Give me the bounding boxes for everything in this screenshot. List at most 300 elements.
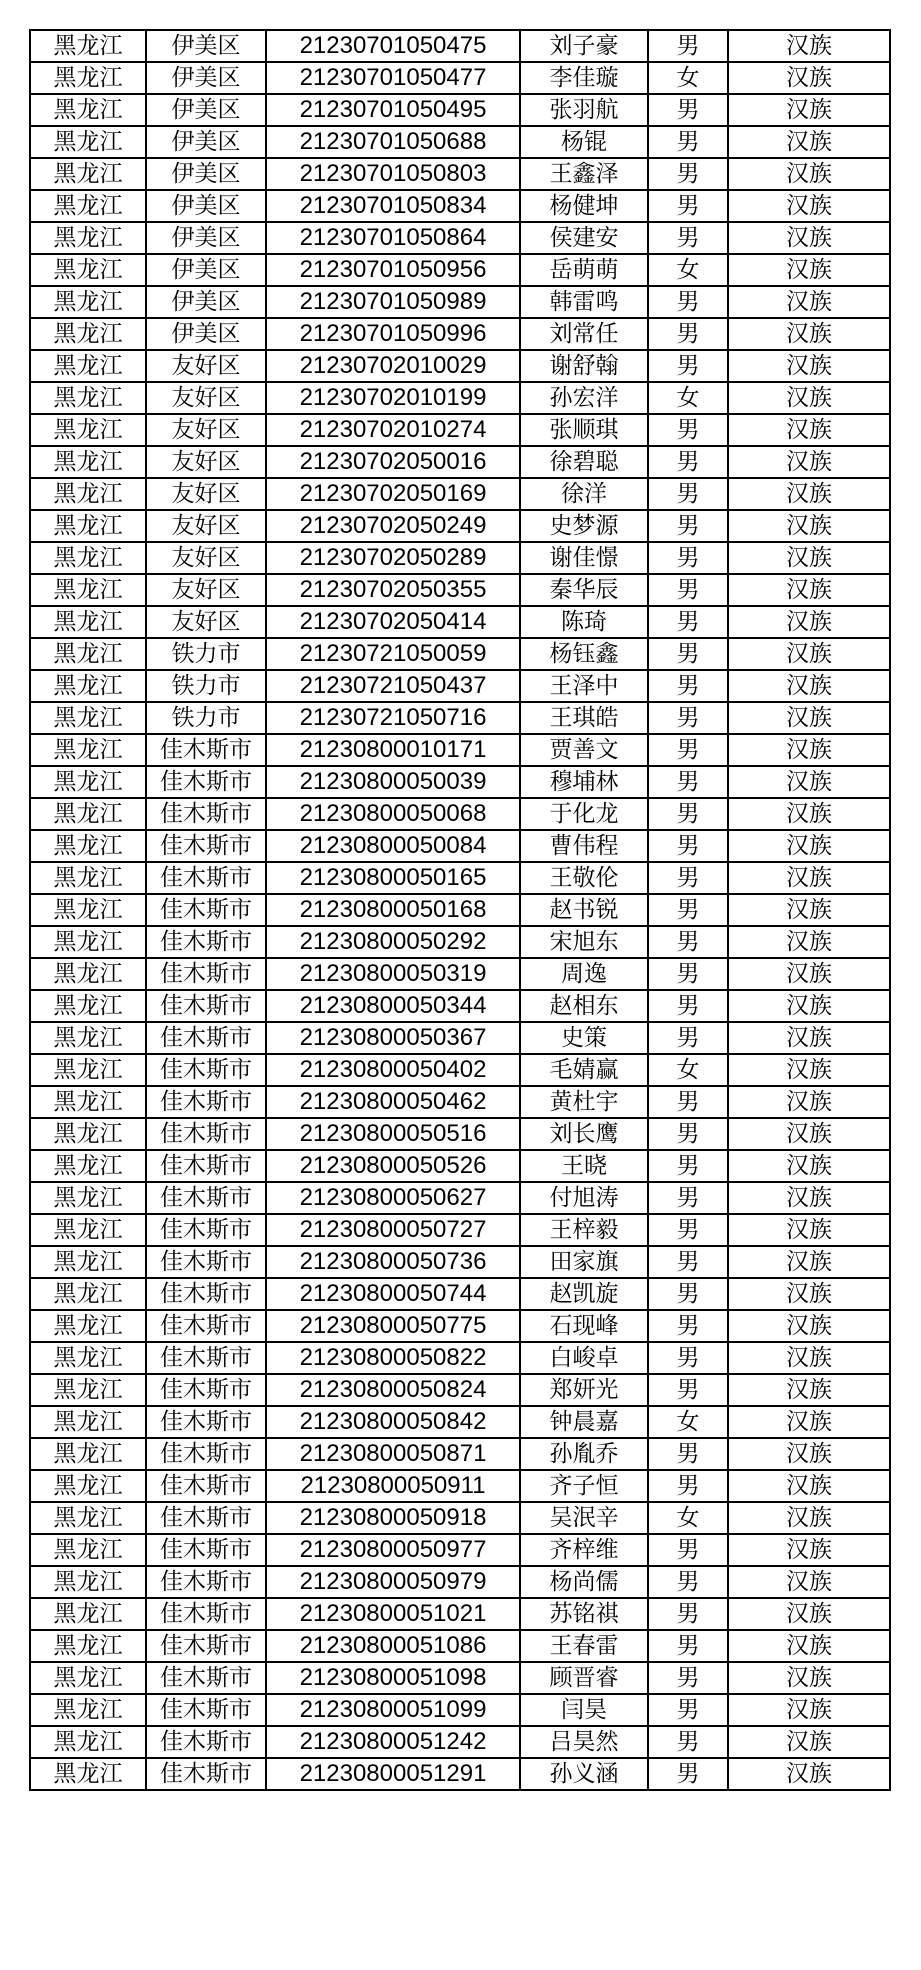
exam-id-cell: 21230721050716: [266, 702, 520, 734]
gender-cell: 男: [648, 158, 728, 190]
province-cell: 黑龙江: [30, 62, 146, 94]
province-cell: 黑龙江: [30, 1374, 146, 1406]
ethnicity-cell: 汉族: [728, 414, 890, 446]
exam-id-cell: 21230701050864: [266, 222, 520, 254]
name-cell: 谢佳憬: [520, 542, 648, 574]
table-row: [30, 574, 890, 606]
gender-cell: 男: [648, 1278, 728, 1310]
table-row: [30, 1246, 890, 1278]
table-row: [30, 1118, 890, 1150]
table-row: [30, 1566, 890, 1598]
province-cell: 黑龙江: [30, 286, 146, 318]
table-row: [30, 1406, 890, 1438]
ethnicity-cell: 汉族: [728, 158, 890, 190]
exam-id-cell: 21230800050824: [266, 1374, 520, 1406]
gender-cell: 男: [648, 606, 728, 638]
gender-cell: 男: [648, 670, 728, 702]
ethnicity-cell: 汉族: [728, 286, 890, 318]
name-cell: 孙宏洋: [520, 382, 648, 414]
name-cell: 付旭涛: [520, 1182, 648, 1214]
province-cell: 黑龙江: [30, 638, 146, 670]
table-row: [30, 990, 890, 1022]
district-cell: 佳木斯市: [146, 1630, 266, 1662]
exam-id-cell: 21230702050289: [266, 542, 520, 574]
name-cell: 白峻卓: [520, 1342, 648, 1374]
name-cell: 韩雷鸣: [520, 286, 648, 318]
province-cell: 黑龙江: [30, 190, 146, 222]
table-row: [30, 606, 890, 638]
table-row: [30, 734, 890, 766]
gender-cell: 男: [648, 94, 728, 126]
exam-id-cell: 21230800050367: [266, 1022, 520, 1054]
district-cell: 佳木斯市: [146, 1406, 266, 1438]
province-cell: 黑龙江: [30, 574, 146, 606]
name-cell: 杨尚儒: [520, 1566, 648, 1598]
ethnicity-cell: 汉族: [728, 94, 890, 126]
gender-cell: 男: [648, 1758, 728, 1790]
gender-cell: 男: [648, 1214, 728, 1246]
exam-id-cell: 21230701050996: [266, 318, 520, 350]
district-cell: 佳木斯市: [146, 1758, 266, 1790]
exam-id-cell: 21230701050834: [266, 190, 520, 222]
province-cell: 黑龙江: [30, 926, 146, 958]
gender-cell: 男: [648, 126, 728, 158]
name-cell: 杨钰鑫: [520, 638, 648, 670]
table-row: [30, 1278, 890, 1310]
gender-cell: 男: [648, 1150, 728, 1182]
province-cell: 黑龙江: [30, 1662, 146, 1694]
ethnicity-cell: 汉族: [728, 382, 890, 414]
ethnicity-cell: 汉族: [728, 1118, 890, 1150]
province-cell: 黑龙江: [30, 1470, 146, 1502]
ethnicity-cell: 汉族: [728, 958, 890, 990]
name-cell: 杨健坤: [520, 190, 648, 222]
exam-id-cell: 21230701050989: [266, 286, 520, 318]
exam-id-cell: 21230800051242: [266, 1726, 520, 1758]
district-cell: 佳木斯市: [146, 990, 266, 1022]
name-cell: 毛婧赢: [520, 1054, 648, 1086]
district-cell: 佳木斯市: [146, 1566, 266, 1598]
district-cell: 佳木斯市: [146, 958, 266, 990]
name-cell: 王泽中: [520, 670, 648, 702]
exam-id-cell: 21230800050727: [266, 1214, 520, 1246]
name-cell: 刘常任: [520, 318, 648, 350]
gender-cell: 女: [648, 382, 728, 414]
name-cell: 宋旭东: [520, 926, 648, 958]
table-row: [30, 702, 890, 734]
name-cell: 穆埔林: [520, 766, 648, 798]
exam-id-cell: 21230800050627: [266, 1182, 520, 1214]
ethnicity-cell: 汉族: [728, 766, 890, 798]
district-cell: 佳木斯市: [146, 1662, 266, 1694]
gender-cell: 女: [648, 254, 728, 286]
district-cell: 佳木斯市: [146, 734, 266, 766]
name-cell: 陈琦: [520, 606, 648, 638]
name-cell: 张羽航: [520, 94, 648, 126]
gender-cell: 男: [648, 1118, 728, 1150]
name-cell: 顾晋睿: [520, 1662, 648, 1694]
table-row: [30, 286, 890, 318]
province-cell: 黑龙江: [30, 1214, 146, 1246]
gender-cell: 男: [648, 1342, 728, 1374]
ethnicity-cell: 汉族: [728, 62, 890, 94]
province-cell: 黑龙江: [30, 958, 146, 990]
name-cell: 王晓: [520, 1150, 648, 1182]
gender-cell: 男: [648, 1566, 728, 1598]
ethnicity-cell: 汉族: [728, 318, 890, 350]
province-cell: 黑龙江: [30, 1054, 146, 1086]
gender-cell: 女: [648, 1502, 728, 1534]
district-cell: 佳木斯市: [146, 1374, 266, 1406]
name-cell: 刘长鹰: [520, 1118, 648, 1150]
ethnicity-cell: 汉族: [728, 350, 890, 382]
name-cell: 吕昊然: [520, 1726, 648, 1758]
district-cell: 伊美区: [146, 318, 266, 350]
district-cell: 佳木斯市: [146, 1150, 266, 1182]
table-row: [30, 62, 890, 94]
district-cell: 佳木斯市: [146, 830, 266, 862]
name-cell: 王鑫泽: [520, 158, 648, 190]
table-row: [30, 190, 890, 222]
gender-cell: 男: [648, 894, 728, 926]
ethnicity-cell: 汉族: [728, 1502, 890, 1534]
ethnicity-cell: 汉族: [728, 30, 890, 62]
exam-id-cell: 21230702050249: [266, 510, 520, 542]
district-cell: 佳木斯市: [146, 1502, 266, 1534]
gender-cell: 男: [648, 1470, 728, 1502]
province-cell: 黑龙江: [30, 894, 146, 926]
table-row: [30, 894, 890, 926]
gender-cell: 男: [648, 1694, 728, 1726]
ethnicity-cell: 汉族: [728, 542, 890, 574]
province-cell: 黑龙江: [30, 1758, 146, 1790]
province-cell: 黑龙江: [30, 1438, 146, 1470]
name-cell: 苏铭祺: [520, 1598, 648, 1630]
district-cell: 友好区: [146, 606, 266, 638]
name-cell: 谢舒翰: [520, 350, 648, 382]
gender-cell: 男: [648, 766, 728, 798]
ethnicity-cell: 汉族: [728, 926, 890, 958]
ethnicity-cell: 汉族: [728, 862, 890, 894]
ethnicity-cell: 汉族: [728, 1470, 890, 1502]
province-cell: 黑龙江: [30, 702, 146, 734]
ethnicity-cell: 汉族: [728, 1150, 890, 1182]
gender-cell: 男: [648, 1598, 728, 1630]
province-cell: 黑龙江: [30, 766, 146, 798]
gender-cell: 女: [648, 1054, 728, 1086]
gender-cell: 男: [648, 318, 728, 350]
table-row: [30, 382, 890, 414]
exam-id-cell: 21230800051099: [266, 1694, 520, 1726]
ethnicity-cell: 汉族: [728, 190, 890, 222]
district-cell: 铁力市: [146, 702, 266, 734]
ethnicity-cell: 汉族: [728, 1630, 890, 1662]
table-row: [30, 318, 890, 350]
name-cell: 李佳璇: [520, 62, 648, 94]
ethnicity-cell: 汉族: [728, 1246, 890, 1278]
exam-id-cell: 21230800051291: [266, 1758, 520, 1790]
gender-cell: 男: [648, 1534, 728, 1566]
province-cell: 黑龙江: [30, 1726, 146, 1758]
district-cell: 友好区: [146, 446, 266, 478]
name-cell: 王敬伦: [520, 862, 648, 894]
ethnicity-cell: 汉族: [728, 1022, 890, 1054]
table-row: [30, 1438, 890, 1470]
district-cell: 伊美区: [146, 286, 266, 318]
province-cell: 黑龙江: [30, 798, 146, 830]
gender-cell: 男: [648, 638, 728, 670]
table-row: [30, 1310, 890, 1342]
province-cell: 黑龙江: [30, 478, 146, 510]
exam-id-cell: 21230721050059: [266, 638, 520, 670]
name-cell: 侯建安: [520, 222, 648, 254]
gender-cell: 男: [648, 1022, 728, 1054]
exam-id-cell: 21230800050039: [266, 766, 520, 798]
district-cell: 友好区: [146, 350, 266, 382]
province-cell: 黑龙江: [30, 94, 146, 126]
ethnicity-cell: 汉族: [728, 1662, 890, 1694]
table-row: [30, 958, 890, 990]
table-row: [30, 862, 890, 894]
name-cell: 曹伟程: [520, 830, 648, 862]
name-cell: 史策: [520, 1022, 648, 1054]
district-cell: 佳木斯市: [146, 766, 266, 798]
gender-cell: 男: [648, 702, 728, 734]
district-cell: 佳木斯市: [146, 1214, 266, 1246]
ethnicity-cell: 汉族: [728, 670, 890, 702]
province-cell: 黑龙江: [30, 830, 146, 862]
student-roster-table: [29, 29, 891, 1791]
exam-id-cell: 21230800050871: [266, 1438, 520, 1470]
province-cell: 黑龙江: [30, 30, 146, 62]
ethnicity-cell: 汉族: [728, 1438, 890, 1470]
district-cell: 友好区: [146, 414, 266, 446]
gender-cell: 男: [648, 926, 728, 958]
district-cell: 伊美区: [146, 158, 266, 190]
exam-id-cell: 21230702050169: [266, 478, 520, 510]
district-cell: 佳木斯市: [146, 1246, 266, 1278]
gender-cell: 男: [648, 446, 728, 478]
district-cell: 佳木斯市: [146, 1694, 266, 1726]
district-cell: 友好区: [146, 478, 266, 510]
exam-id-cell: 21230800050977: [266, 1534, 520, 1566]
exam-id-cell: 21230800050068: [266, 798, 520, 830]
exam-id-cell: 21230800051021: [266, 1598, 520, 1630]
province-cell: 黑龙江: [30, 1246, 146, 1278]
table-row: [30, 350, 890, 382]
exam-id-cell: 21230800050979: [266, 1566, 520, 1598]
exam-id-cell: 21230800051086: [266, 1630, 520, 1662]
exam-id-cell: 21230800050911: [266, 1470, 520, 1502]
gender-cell: 男: [648, 862, 728, 894]
exam-id-cell: 21230701050803: [266, 158, 520, 190]
district-cell: 伊美区: [146, 94, 266, 126]
province-cell: 黑龙江: [30, 1566, 146, 1598]
name-cell: 史梦源: [520, 510, 648, 542]
district-cell: 佳木斯市: [146, 1342, 266, 1374]
exam-id-cell: 21230702050016: [266, 446, 520, 478]
exam-id-cell: 21230800050842: [266, 1406, 520, 1438]
exam-id-cell: 21230702050414: [266, 606, 520, 638]
name-cell: 孙胤乔: [520, 1438, 648, 1470]
exam-id-cell: 21230800050775: [266, 1310, 520, 1342]
name-cell: 岳萌萌: [520, 254, 648, 286]
district-cell: 佳木斯市: [146, 1022, 266, 1054]
name-cell: 赵书锐: [520, 894, 648, 926]
table-row: [30, 446, 890, 478]
exam-id-cell: 21230800050744: [266, 1278, 520, 1310]
ethnicity-cell: 汉族: [728, 702, 890, 734]
ethnicity-cell: 汉族: [728, 1758, 890, 1790]
table-row: [30, 670, 890, 702]
ethnicity-cell: 汉族: [728, 1374, 890, 1406]
province-cell: 黑龙江: [30, 510, 146, 542]
table-row: [30, 1726, 890, 1758]
district-cell: 伊美区: [146, 126, 266, 158]
exam-id-cell: 21230721050437: [266, 670, 520, 702]
exam-id-cell: 21230800050319: [266, 958, 520, 990]
gender-cell: 男: [648, 1662, 728, 1694]
gender-cell: 男: [648, 190, 728, 222]
ethnicity-cell: 汉族: [728, 574, 890, 606]
ethnicity-cell: 汉族: [728, 990, 890, 1022]
exam-id-cell: 21230701050477: [266, 62, 520, 94]
province-cell: 黑龙江: [30, 1278, 146, 1310]
exam-id-cell: 21230800050165: [266, 862, 520, 894]
gender-cell: 男: [648, 990, 728, 1022]
gender-cell: 男: [648, 1438, 728, 1470]
ethnicity-cell: 汉族: [728, 638, 890, 670]
district-cell: 佳木斯市: [146, 1086, 266, 1118]
name-cell: 闫昊: [520, 1694, 648, 1726]
exam-id-cell: 21230701050956: [266, 254, 520, 286]
table-row: [30, 1694, 890, 1726]
district-cell: 伊美区: [146, 254, 266, 286]
table-row: [30, 926, 890, 958]
table-row: [30, 414, 890, 446]
district-cell: 佳木斯市: [146, 1054, 266, 1086]
exam-id-cell: 21230701050688: [266, 126, 520, 158]
exam-id-cell: 21230800050084: [266, 830, 520, 862]
province-cell: 黑龙江: [30, 734, 146, 766]
name-cell: 孙义涵: [520, 1758, 648, 1790]
table-row: [30, 1470, 890, 1502]
exam-id-cell: 21230800010171: [266, 734, 520, 766]
gender-cell: 男: [648, 830, 728, 862]
name-cell: 王琪皓: [520, 702, 648, 734]
gender-cell: 女: [648, 1406, 728, 1438]
district-cell: 佳木斯市: [146, 1726, 266, 1758]
ethnicity-cell: 汉族: [728, 1054, 890, 1086]
ethnicity-cell: 汉族: [728, 830, 890, 862]
province-cell: 黑龙江: [30, 1182, 146, 1214]
ethnicity-cell: 汉族: [728, 510, 890, 542]
ethnicity-cell: 汉族: [728, 1342, 890, 1374]
district-cell: 佳木斯市: [146, 1182, 266, 1214]
name-cell: 黄杜宇: [520, 1086, 648, 1118]
ethnicity-cell: 汉族: [728, 1598, 890, 1630]
table-row: [30, 1054, 890, 1086]
ethnicity-cell: 汉族: [728, 894, 890, 926]
gender-cell: 男: [648, 1246, 728, 1278]
exam-id-cell: 21230800050822: [266, 1342, 520, 1374]
name-cell: 贾善文: [520, 734, 648, 766]
province-cell: 黑龙江: [30, 1406, 146, 1438]
ethnicity-cell: 汉族: [728, 606, 890, 638]
table-row: [30, 798, 890, 830]
province-cell: 黑龙江: [30, 1086, 146, 1118]
province-cell: 黑龙江: [30, 1118, 146, 1150]
ethnicity-cell: 汉族: [728, 1694, 890, 1726]
gender-cell: 男: [648, 574, 728, 606]
province-cell: 黑龙江: [30, 158, 146, 190]
name-cell: 张顺琪: [520, 414, 648, 446]
name-cell: 钟晨嘉: [520, 1406, 648, 1438]
exam-id-cell: 21230702010274: [266, 414, 520, 446]
table-row: [30, 1182, 890, 1214]
table-row: [30, 158, 890, 190]
district-cell: 伊美区: [146, 62, 266, 94]
province-cell: 黑龙江: [30, 1150, 146, 1182]
table-row: [30, 254, 890, 286]
gender-cell: 男: [648, 478, 728, 510]
name-cell: 王春雷: [520, 1630, 648, 1662]
table-row: [30, 1598, 890, 1630]
ethnicity-cell: 汉族: [728, 1310, 890, 1342]
province-cell: 黑龙江: [30, 1342, 146, 1374]
gender-cell: 女: [648, 62, 728, 94]
gender-cell: 男: [648, 222, 728, 254]
gender-cell: 男: [648, 1182, 728, 1214]
province-cell: 黑龙江: [30, 1598, 146, 1630]
table-body: [30, 30, 890, 1790]
gender-cell: 男: [648, 1086, 728, 1118]
province-cell: 黑龙江: [30, 254, 146, 286]
exam-id-cell: 21230800051098: [266, 1662, 520, 1694]
province-cell: 黑龙江: [30, 1502, 146, 1534]
name-cell: 徐洋: [520, 478, 648, 510]
exam-id-cell: 21230702050355: [266, 574, 520, 606]
table-row: [30, 1086, 890, 1118]
exam-id-cell: 21230800050516: [266, 1118, 520, 1150]
ethnicity-cell: 汉族: [728, 126, 890, 158]
gender-cell: 男: [648, 510, 728, 542]
ethnicity-cell: 汉族: [728, 1182, 890, 1214]
province-cell: 黑龙江: [30, 1694, 146, 1726]
ethnicity-cell: 汉族: [728, 1214, 890, 1246]
district-cell: 伊美区: [146, 222, 266, 254]
table-row: [30, 94, 890, 126]
province-cell: 黑龙江: [30, 350, 146, 382]
name-cell: 赵凯旋: [520, 1278, 648, 1310]
exam-id-cell: 21230800050462: [266, 1086, 520, 1118]
district-cell: 友好区: [146, 382, 266, 414]
exam-id-cell: 21230800050292: [266, 926, 520, 958]
ethnicity-cell: 汉族: [728, 1086, 890, 1118]
ethnicity-cell: 汉族: [728, 446, 890, 478]
table-row: [30, 478, 890, 510]
province-cell: 黑龙江: [30, 862, 146, 894]
district-cell: 佳木斯市: [146, 1310, 266, 1342]
name-cell: 田家旗: [520, 1246, 648, 1278]
table-row: [30, 1342, 890, 1374]
district-cell: 伊美区: [146, 30, 266, 62]
exam-id-cell: 21230800050168: [266, 894, 520, 926]
name-cell: 王梓毅: [520, 1214, 648, 1246]
province-cell: 黑龙江: [30, 222, 146, 254]
name-cell: 吴泯辛: [520, 1502, 648, 1534]
table-row: [30, 222, 890, 254]
